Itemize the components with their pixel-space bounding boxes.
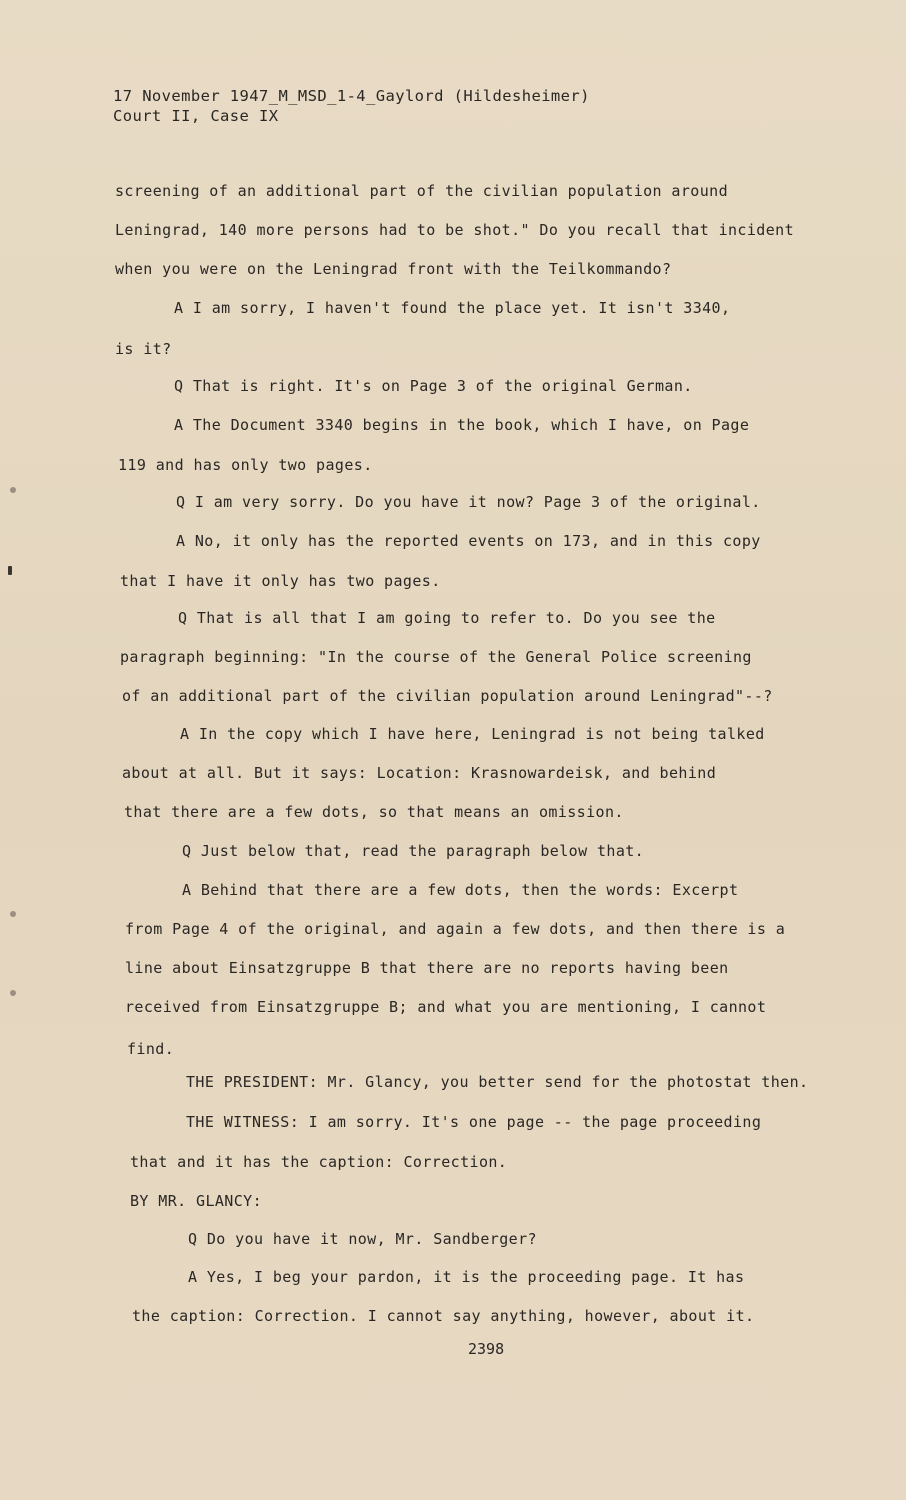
text-line: screening of an additional part of the civilian population around — [115, 182, 728, 200]
text-line: A In the copy which I have here, Leningrad is not being talked — [180, 725, 765, 743]
text-line: when you were on the Leningrad front with the Teilkommando? — [115, 260, 672, 278]
text-line: line about Einsatzgruppe B that there are no reports having been — [125, 959, 729, 977]
text-line: A The Document 3340 begins in the book, which I have, on Page — [174, 416, 750, 434]
header-line-1: 17 November 1947_M_MSD_1-4_Gaylord (Hildesheimer) — [113, 87, 590, 105]
text-line: THE PRESIDENT: Mr. Glancy, you better send for the photostat then. — [186, 1073, 809, 1091]
text-line: that I have it only has two pages. — [120, 572, 441, 590]
ink-mark — [8, 566, 12, 575]
text-line: A Behind that there are a few dots, then the words: Excerpt — [182, 881, 739, 899]
text-line: is it? — [115, 340, 172, 358]
text-line: A Yes, I beg your pardon, it is the proceeding page. It has — [188, 1268, 745, 1286]
punch-hole-mark — [10, 990, 16, 996]
punch-hole-mark — [10, 911, 16, 917]
text-line: Q I am very sorry. Do you have it now? Page 3 of the original. — [176, 493, 761, 511]
text-line: that there are a few dots, so that means an omission. — [124, 803, 624, 821]
text-line: that and it has the caption: Correction. — [130, 1153, 508, 1171]
text-line: the caption: Correction. I cannot say anything, however, about it. — [132, 1307, 755, 1325]
text-line: BY MR. GLANCY: — [130, 1192, 263, 1210]
header-line-2: Court II, Case IX — [113, 107, 279, 125]
text-line: paragraph beginning: "In the course of the General Police screening — [120, 648, 752, 666]
text-line: received from Einsatzgruppe B; and what you are mentioning, I cannot — [125, 998, 767, 1016]
text-line: Leningrad, 140 more persons had to be shot." Do you recall that incident — [115, 221, 795, 239]
page-number: 2398 — [468, 1340, 505, 1358]
punch-hole-mark — [10, 487, 16, 493]
text-line: THE WITNESS: I am sorry. It's one page -- the page proceeding — [186, 1113, 762, 1131]
text-line: find. — [127, 1040, 175, 1058]
text-line: Q Do you have it now, Mr. Sandberger? — [188, 1230, 537, 1248]
text-line: from Page 4 of the original, and again a few dots, and then there is a — [125, 920, 786, 938]
text-line: 119 and has only two pages. — [118, 456, 373, 474]
text-line: A No, it only has the reported events on 173, and in this copy — [176, 532, 761, 550]
text-line: Q That is all that I am going to refer to. Do you see the — [178, 609, 716, 627]
text-line: of an additional part of the civilian population around Leningrad"--? — [122, 687, 773, 705]
text-line: A I am sorry, I haven't found the place yet. It isn't 3340, — [174, 299, 731, 317]
text-line: Q That is right. It's on Page 3 of the original German. — [174, 377, 693, 395]
text-line: about at all. But it says: Location: Krasnowardeisk, and behind — [122, 764, 717, 782]
text-line: Q Just below that, read the paragraph below that. — [182, 842, 645, 860]
